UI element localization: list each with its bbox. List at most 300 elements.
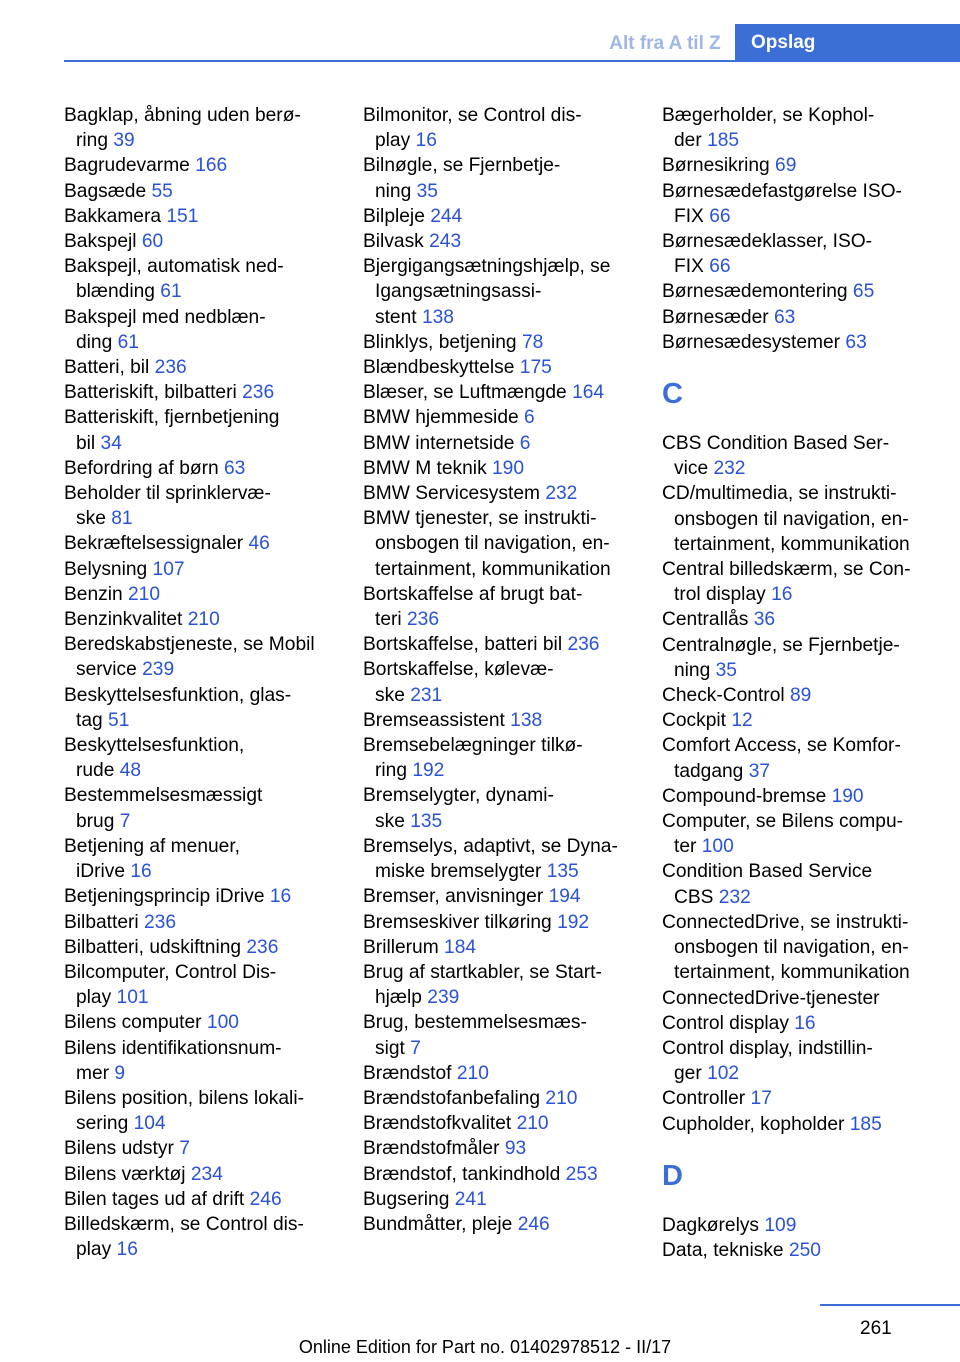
index-entry-text: Beholder til sprinklervæ-	[64, 483, 271, 505]
page-reference-link[interactable]: 100	[206, 1012, 239, 1034]
index-entry-text: Bilpleje	[363, 205, 425, 227]
index-entry-text: Compound-bremse	[662, 785, 827, 807]
page-reference-link[interactable]: 185	[849, 1113, 882, 1135]
index-entry	[64, 557, 339, 582]
page-reference-link[interactable]: 236	[567, 634, 600, 656]
index-entry	[64, 1036, 339, 1086]
index-entry	[363, 960, 638, 1010]
index-entry-text: Batteriskift, bilbatteri	[64, 382, 237, 404]
index-entry-text: tag	[76, 709, 103, 731]
index-entry-text: FIX	[674, 205, 704, 227]
index-entry-text: hjælp	[375, 987, 422, 1009]
page-reference-link[interactable]: 175	[519, 357, 552, 379]
index-entry-text: Bilbatteri, udskiftning	[64, 936, 242, 958]
page-reference-link[interactable]: 6	[519, 432, 531, 454]
index-entry-text: service	[76, 659, 137, 681]
page-reference-link[interactable]: 34	[100, 432, 122, 454]
index-entry-text: Bortskaffelse af brugt bat-	[363, 583, 583, 605]
page-reference-link[interactable]: 109	[764, 1214, 797, 1236]
index-column-2	[363, 103, 638, 1237]
index-entry	[662, 1036, 937, 1086]
index-entry-text: Bilens værktøj	[64, 1163, 186, 1185]
page-reference-link[interactable]: 63	[224, 457, 246, 479]
index-entry	[64, 834, 339, 884]
index-entry-text: BMW Servicesystem	[363, 483, 540, 505]
page-reference-link[interactable]: 246	[249, 1188, 282, 1210]
index-entry-text: tadgang	[674, 760, 744, 782]
page-reference-link[interactable]: 89	[789, 685, 812, 707]
page-reference-link[interactable]: 48	[119, 760, 142, 782]
index-entry-text: Central billedskærm, se Con-	[662, 559, 911, 581]
page-reference-link[interactable]: 239	[427, 987, 460, 1009]
index-entry-text: Bremser, anvisninger	[363, 886, 544, 908]
index-entry-text: Brændstofmåler	[363, 1138, 500, 1160]
page-reference-link[interactable]: 101	[116, 987, 149, 1009]
index-entry-text: Bremsebelægninger tilkø-	[363, 735, 583, 757]
index-entry	[64, 355, 339, 380]
index-entry-text: ding	[76, 331, 113, 353]
index-entry-text: ger	[674, 1063, 702, 1085]
index-entry-text: FIX	[674, 256, 704, 278]
page-reference-link[interactable]: 63	[845, 331, 867, 353]
page-reference-link[interactable]: 37	[748, 760, 771, 782]
index-entry	[662, 733, 937, 783]
index-entry	[662, 633, 937, 683]
index-entry-text: ring	[76, 130, 108, 152]
index-entry-text: Børnesædefastgørelse ISO-	[662, 180, 902, 202]
index-entry-text: ConnectedDrive, se instrukti-	[662, 911, 909, 933]
page-reference-link[interactable]: 210	[128, 583, 161, 605]
index-entry	[64, 229, 339, 254]
page-reference-link[interactable]: 81	[111, 508, 133, 530]
page-reference-link[interactable]: 244	[430, 205, 463, 227]
index-entry-text: Beskyttelsesfunktion, glas-	[64, 684, 292, 706]
page-reference-link[interactable]: 232	[718, 886, 751, 908]
index-entry-text: Blinklys, betjening	[363, 331, 517, 353]
index-entry	[363, 1136, 638, 1161]
page-reference-link[interactable]: 16	[130, 861, 152, 883]
index-entry-text: Bilens udstyr	[64, 1138, 174, 1160]
index-entry-text: Børnesædeklasser, ISO-	[662, 231, 873, 253]
index-entry	[662, 305, 937, 330]
index-entry-text: Centrallås	[662, 609, 749, 631]
page-reference-link[interactable]: 250	[788, 1239, 821, 1261]
page-reference-link[interactable]: 17	[750, 1088, 772, 1110]
index-entry	[363, 153, 638, 203]
page-reference-link[interactable]: 35	[715, 659, 737, 681]
index-letter-heading: C	[662, 378, 683, 411]
page-reference-link[interactable]: 236	[144, 911, 177, 933]
index-entry-text: Børnesikring	[662, 155, 770, 177]
page-reference-link[interactable]: 65	[852, 281, 875, 303]
page-reference-link[interactable]: 36	[753, 609, 776, 631]
index-entry	[64, 1086, 339, 1136]
page-reference-link[interactable]: 184	[444, 936, 477, 958]
index-entry	[64, 531, 339, 556]
index-entry-text: Bortskaffelse, batteri bil	[363, 634, 563, 656]
index-entry-text: Batteriskift, fjernbetjening	[64, 407, 280, 429]
page-reference-link[interactable]: 104	[133, 1113, 166, 1135]
footer-rule	[820, 1304, 960, 1306]
page-reference-link[interactable]: 7	[410, 1037, 421, 1059]
index-entry-text: Børnesædesystemer	[662, 331, 841, 353]
page-reference-link[interactable]: 192	[557, 911, 590, 933]
index-entry	[662, 103, 937, 153]
index-entry	[363, 1187, 638, 1212]
index-entry-text: Børnesædemontering	[662, 281, 848, 303]
index-entry-text: Brug af startkabler, se Start-	[363, 961, 602, 983]
index-entry-text: Beskyttelsesfunktion,	[64, 735, 245, 757]
index-entry	[64, 405, 339, 455]
page-reference-link[interactable]: 185	[707, 130, 740, 152]
chapter-tab-label: Opslag	[751, 32, 816, 53]
page-reference-link[interactable]: 6	[524, 407, 535, 429]
index-entry-text: rude	[76, 760, 115, 782]
index-entry-text: Bakspejl, automatisk ned-	[64, 256, 284, 278]
index-entry	[363, 506, 638, 582]
index-entry	[64, 582, 339, 607]
index-entry	[363, 481, 638, 506]
index-entry	[64, 935, 339, 960]
page-reference-link[interactable]: 138	[421, 306, 454, 328]
index-entry-text: ske	[375, 810, 405, 832]
page-reference-link[interactable]: 190	[492, 457, 525, 479]
index-entry-text: Bugsering	[363, 1188, 450, 1210]
index-entry	[64, 103, 339, 153]
index-entry-text: Bilens computer	[64, 1012, 202, 1034]
index-entry	[64, 632, 339, 682]
page-reference-link[interactable]: 135	[546, 861, 579, 883]
index-entry-text: Brændstofkvalitet	[363, 1113, 512, 1135]
index-entry	[64, 884, 339, 909]
index-entry-text: onsbogen til navigation, en-	[674, 937, 909, 959]
index-entry	[64, 733, 339, 783]
index-entry-text: Belysning	[64, 558, 148, 580]
page-reference-link[interactable]: 135	[410, 810, 443, 832]
index-entry	[363, 657, 638, 707]
index-entry	[363, 1061, 638, 1086]
page-reference-link[interactable]: 210	[456, 1062, 489, 1084]
page-reference-link[interactable]: 51	[108, 709, 130, 731]
index-entry-text: Bilnøgle, se Fjernbetje-	[363, 155, 561, 177]
page-reference-link[interactable]: 78	[521, 331, 544, 353]
page-reference-link[interactable]: 232	[713, 458, 746, 480]
index-entry-text: iDrive	[76, 861, 126, 883]
index-entry-text: Centralnøgle, se Fjernbetje-	[662, 634, 900, 656]
page-reference-link[interactable]: 66	[709, 256, 731, 278]
index-entry-text: CD/multimedia, se instrukti-	[662, 483, 897, 505]
index-entry-text: Billedskærm, se Control dis-	[64, 1213, 304, 1235]
index-entry	[363, 204, 638, 229]
index-entry	[363, 405, 638, 430]
index-entry-text: Bremselys, adaptivt, se Dyna-	[363, 835, 618, 857]
index-entry	[662, 1086, 937, 1111]
index-entry	[363, 355, 638, 380]
page-reference-link[interactable]: 102	[707, 1063, 740, 1085]
index-entry-text: Bortskaffelse, kølevæ-	[363, 659, 554, 681]
index-entry-text: BMW hjemmeside	[363, 407, 519, 429]
page-reference-link[interactable]: 69	[775, 155, 797, 177]
index-entry	[363, 884, 638, 909]
index-entry-text: Bagklap, åbning uden berø-	[64, 105, 301, 126]
page-reference-link[interactable]: 66	[709, 205, 731, 227]
index-entry-text: Bilens identifikationsnum-	[64, 1037, 282, 1059]
index-entry-text: Bakspejl med nedblæn-	[64, 306, 266, 328]
index-entry-text: miske bremselygter	[375, 861, 542, 883]
index-entry	[64, 305, 339, 355]
index-entry-text: Bilvask	[363, 231, 424, 253]
index-entry-text: trol display	[674, 584, 766, 606]
index-entry	[363, 330, 638, 355]
index-entry-text: Control display, indstillin-	[662, 1037, 873, 1059]
index-entry-text: Batteri, bil	[64, 357, 150, 379]
index-entry-text: Brændstofanbefaling	[363, 1087, 541, 1109]
index-entry-text: Condition Based Service	[662, 861, 873, 883]
index-entry	[363, 582, 638, 632]
index-entry	[662, 1238, 937, 1263]
index-entry-text: play	[375, 130, 411, 152]
page-reference-link[interactable]: 35	[416, 180, 438, 202]
index-entry	[363, 910, 638, 935]
index-entry-text: Bremselygter, dynami-	[363, 785, 554, 807]
index-entry	[363, 935, 638, 960]
index-entry-text: Bremseskiver tilkøring	[363, 911, 552, 933]
page-reference-link[interactable]: 236	[246, 936, 279, 958]
index-entry	[363, 229, 638, 254]
index-entry	[363, 632, 638, 657]
index-entry-text: Bagrudevarme	[64, 155, 190, 177]
index-entry	[363, 456, 638, 481]
index-entry	[64, 456, 339, 481]
index-entry	[662, 910, 937, 986]
index-entry	[64, 153, 339, 178]
index-entry-text: Befordring af børn	[64, 457, 219, 479]
index-entry	[662, 229, 937, 279]
page-reference-link[interactable]: 12	[731, 710, 753, 732]
index-entry-text: Benzin	[64, 583, 123, 605]
edition-note: Online Edition for Part no. 01402978512 - II/17	[298, 1337, 672, 1357]
index-entry	[64, 380, 339, 405]
index-entry-text: Bilen tages ud af drift	[64, 1188, 245, 1210]
index-entry-text: Bremseassistent	[363, 709, 505, 731]
page-reference-link[interactable]: 16	[794, 1012, 816, 1034]
index-entry-text: CBS Condition Based Ser-	[662, 433, 890, 455]
index-entry-text: Bilmonitor, se Control dis-	[363, 105, 582, 126]
index-entry	[64, 960, 339, 1010]
index-entry-text: BMW tjenester, se instrukti-	[363, 508, 597, 530]
index-entry-text: Beredskabstjeneste, se Mobil	[64, 634, 315, 656]
page-reference-link[interactable]: 236	[154, 357, 187, 379]
index-entry-text: Cupholder, kopholder	[662, 1113, 845, 1135]
index-entry-text: Comfort Access, se Komfor-	[662, 735, 901, 757]
page-reference-link[interactable]: 61	[160, 281, 182, 303]
page-reference-link[interactable]: 210	[187, 609, 220, 631]
index-entry-text: Betjeningsprincip iDrive	[64, 886, 265, 908]
index-entry	[64, 910, 339, 935]
page-reference-link[interactable]: 232	[545, 483, 578, 505]
index-entry	[662, 279, 937, 304]
page-reference-link[interactable]: 164	[572, 382, 605, 404]
page-reference-link[interactable]: 253	[565, 1163, 598, 1185]
index-entry	[662, 1213, 937, 1238]
index-entry-text: CBS	[674, 886, 714, 908]
index-entry	[64, 1187, 339, 1212]
page-reference-link[interactable]: 60	[141, 231, 164, 253]
index-column-1	[64, 103, 339, 1262]
index-entry	[662, 683, 937, 708]
page-reference-link[interactable]: 236	[407, 609, 440, 631]
page-reference-link[interactable]: 7	[179, 1138, 190, 1160]
page-reference-link[interactable]: 236	[242, 382, 275, 404]
page-reference-link[interactable]: 39	[113, 130, 135, 152]
page-reference-link[interactable]: 16	[269, 886, 292, 908]
page-reference-link[interactable]: 243	[429, 231, 462, 253]
index-entry-text: Data, tekniske	[662, 1239, 784, 1261]
page-reference-link[interactable]: 210	[516, 1113, 549, 1135]
page-reference-link[interactable]: 239	[142, 659, 175, 681]
index-entry-text: tertainment, kommunikation	[375, 558, 611, 580]
page-reference-link[interactable]: 231	[410, 684, 443, 706]
index-entry	[64, 1136, 339, 1161]
index-entry-text: bil	[76, 432, 96, 454]
page-reference-link[interactable]: 16	[415, 130, 437, 152]
index-entry-text: Brillerum	[363, 936, 439, 958]
index-entry-text: Brug, bestemmelsesmæs-	[363, 1012, 587, 1034]
page-reference-link[interactable]: 192	[412, 760, 445, 782]
index-entry	[662, 153, 937, 178]
index-entry	[662, 330, 937, 355]
index-entry	[363, 431, 638, 456]
page-number: 261	[860, 1318, 892, 1339]
index-entry-text: Benzinkvalitet	[64, 609, 183, 631]
index-entry	[662, 1011, 937, 1036]
index-entry-text: Brændstof, tankindhold	[363, 1163, 561, 1185]
index-entry-text: mer	[76, 1062, 110, 1084]
index-entry	[662, 809, 937, 859]
index-entry-text: Bilbatteri	[64, 911, 139, 933]
section-title: Alt fra A til Z	[609, 33, 721, 54]
index-entry-text: Bakkamera	[64, 205, 162, 227]
page-reference-link[interactable]: 16	[116, 1239, 138, 1261]
index-entry-text: Check-Control	[662, 685, 785, 707]
page-reference-link[interactable]: 190	[831, 785, 864, 807]
page-reference-link[interactable]: 100	[701, 836, 734, 858]
index-entry	[64, 204, 339, 229]
page-reference-link[interactable]: 246	[517, 1213, 550, 1235]
index-entry	[64, 607, 339, 632]
index-entry-text: der	[674, 130, 702, 152]
page-reference-link[interactable]: 16	[771, 584, 793, 606]
page-reference-link[interactable]: 63	[773, 306, 796, 328]
page-reference-link[interactable]: 234	[190, 1163, 223, 1185]
page-reference-link[interactable]: 93	[504, 1138, 527, 1160]
index-entry	[363, 708, 638, 733]
index-entry	[64, 683, 339, 733]
index-entry-text: brug	[76, 810, 115, 832]
index-letter-heading: D	[662, 1159, 683, 1192]
index-entry	[64, 1162, 339, 1187]
page-reference-link[interactable]: 194	[548, 886, 581, 908]
index-entry-text: Børnesæder	[662, 306, 769, 328]
index-entry	[662, 557, 937, 607]
index-entry-text: Bundmåtter, pleje	[363, 1213, 513, 1235]
index-entry-text: Bjergigangsætningshjælp, se	[363, 256, 611, 278]
page-reference-link[interactable]: 210	[545, 1087, 578, 1109]
index-entry-text: Brændstof	[363, 1062, 452, 1084]
index-entry	[64, 783, 339, 833]
index-entry-text: sigt	[375, 1037, 405, 1059]
page-reference-link[interactable]: 241	[454, 1188, 487, 1210]
index-column-3	[662, 103, 937, 1263]
index-entry	[64, 1212, 339, 1262]
index-entry	[363, 103, 638, 153]
index-entry-text: Bilcomputer, Control Dis-	[64, 961, 277, 983]
index-entry-text: tertainment, kommunikation	[674, 533, 910, 555]
index-entry	[363, 1212, 638, 1237]
page-reference-link[interactable]: 55	[151, 180, 173, 202]
index-entry	[662, 859, 937, 909]
index-entry	[64, 1010, 339, 1035]
index-entry-text: BMW M teknik	[363, 457, 487, 479]
index-entry-text: Betjening af menuer,	[64, 835, 241, 857]
index-entry	[662, 986, 937, 1011]
index-entry-text: Blændbeskyttelse	[363, 357, 515, 379]
index-entry-text: stent	[375, 306, 417, 328]
index-entry-text: tertainment, kommunikation	[674, 962, 910, 984]
index-entry-text: Dagkørelys	[662, 1214, 760, 1236]
index-entry	[64, 179, 339, 204]
page-reference-link[interactable]: 46	[248, 533, 270, 555]
index-entry	[363, 1086, 638, 1111]
index-entry-text: vice	[674, 458, 709, 480]
index-entry	[363, 783, 638, 833]
index-entry	[662, 179, 937, 229]
index-entry-text: Computer, se Bilens compu-	[662, 811, 904, 833]
index-entry-text: ring	[375, 760, 407, 782]
index-entry	[363, 1111, 638, 1136]
index-entry	[662, 607, 937, 632]
index-entry-text: ske	[76, 508, 106, 530]
index-entry-text: ning	[674, 659, 711, 681]
index-entry-text: Cockpit	[662, 710, 726, 732]
page-reference-link[interactable]: 61	[117, 331, 139, 353]
index-entry-text: Igangsætningsassi-	[375, 281, 542, 303]
page-reference-link[interactable]: 138	[510, 709, 543, 731]
page-reference-link[interactable]: 151	[166, 205, 199, 227]
index-entry-text: Bekræftelsessignaler	[64, 533, 244, 555]
page-reference-link[interactable]: 107	[152, 558, 185, 580]
index-entry-text: BMW internetside	[363, 432, 515, 454]
index-entry-text: Bægerholder, se Kophol-	[662, 105, 875, 126]
index-entry-text: play	[76, 1239, 112, 1261]
index-entry-text: Bilens position, bilens lokali-	[64, 1087, 304, 1109]
index-entry-text: Blæser, se Luftmængde	[363, 382, 567, 404]
page-reference-link[interactable]: 9	[114, 1062, 126, 1084]
page-reference-link[interactable]: 166	[195, 155, 228, 177]
index-entry-text: Bagsæde	[64, 180, 147, 202]
index-entry	[662, 784, 937, 809]
index-entry-text: Control display	[662, 1012, 789, 1034]
index-entry	[64, 481, 339, 531]
index-entry-text: ConnectedDrive-tjenester	[662, 987, 880, 1009]
index-entry-text: Bestemmelsesmæssigt	[64, 785, 263, 807]
index-entry	[363, 1162, 638, 1187]
index-entry-text: teri	[375, 609, 402, 631]
index-entry-text: sering	[76, 1113, 129, 1135]
page-reference-link[interactable]: 7	[119, 810, 131, 832]
index-entry	[662, 431, 937, 481]
index-entry-text: ter	[674, 836, 697, 858]
